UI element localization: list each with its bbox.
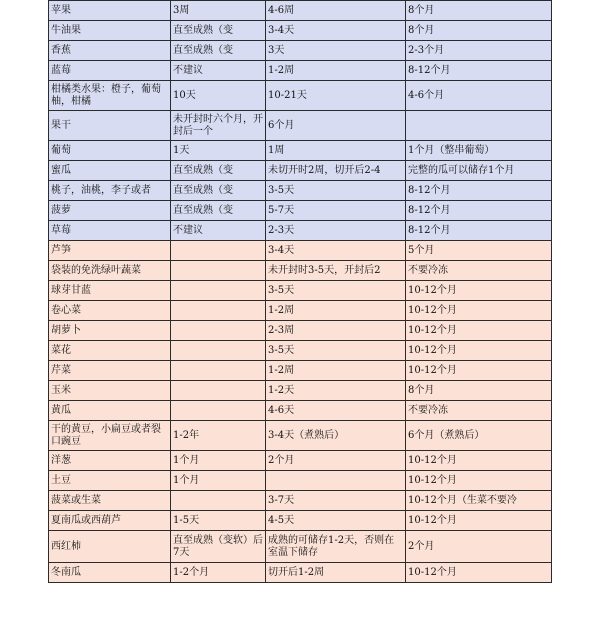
fridge-time-cell (266, 471, 406, 491)
food-item-cell: 苹果 (49, 1, 171, 21)
food-item-cell: 卷心菜 (49, 301, 171, 321)
pantry-time-cell (171, 281, 266, 301)
pantry-time-cell: 不建议 (171, 221, 266, 241)
pantry-time-cell: 直至成熟（变 (171, 21, 266, 41)
pantry-time-cell: 10天 (171, 81, 266, 111)
table-row (49, 181, 552, 201)
table-row (49, 241, 552, 261)
fridge-time-cell: 4-5天 (266, 511, 406, 531)
table-row (49, 471, 552, 491)
table-row (49, 21, 552, 41)
fridge-time-cell: 未开封时3-5天，开封后2 (266, 261, 406, 281)
table-row (49, 321, 552, 341)
pantry-time-cell (171, 261, 266, 281)
table-row (49, 81, 552, 111)
pantry-time-cell (171, 361, 266, 381)
food-item-cell: 土豆 (49, 471, 171, 491)
fridge-time-cell: 3-5天 (266, 181, 406, 201)
food-item-cell: 黄瓜 (49, 401, 171, 421)
fridge-time-cell: 2-3周 (266, 321, 406, 341)
fridge-time-cell: 1周 (266, 141, 406, 161)
table-row (49, 451, 552, 471)
fridge-time-cell: 6个月 (266, 111, 406, 141)
fridge-time-cell: 10-21天 (266, 81, 406, 111)
pantry-time-cell: 直至成熟（变 (171, 41, 266, 61)
pantry-time-cell: 直至成熟（变软）后7天 (171, 531, 266, 563)
pantry-time-cell: 直至成熟（变 (171, 201, 266, 221)
pantry-time-cell: 1个月 (171, 451, 266, 471)
pantry-time-cell: 直至成熟（变 (171, 161, 266, 181)
food-item-cell: 冬南瓜 (49, 563, 171, 583)
freezer-time-cell: 10-12个月 (406, 563, 552, 583)
table-row (49, 563, 552, 583)
page-bottom-margin (0, 609, 600, 633)
food-item-cell: 洋葱 (49, 451, 171, 471)
food-item-cell: 球芽甘蓝 (49, 281, 171, 301)
fridge-time-cell: 未切开时2周，切开后2-4 (266, 161, 406, 181)
table-row (49, 1, 552, 21)
food-item-cell: 菜花 (49, 341, 171, 361)
freezer-time-cell: 8-12个月 (406, 201, 552, 221)
storage-table-body (49, 1, 552, 583)
freezer-time-cell: 6个月（煮熟后） (406, 421, 552, 451)
freezer-time-cell: 8个月 (406, 1, 552, 21)
food-item-cell: 菠萝 (49, 201, 171, 221)
pantry-time-cell: 1-2年 (171, 421, 266, 451)
fridge-time-cell: 3-4天 (266, 241, 406, 261)
pantry-time-cell: 1个月 (171, 471, 266, 491)
pantry-time-cell (171, 241, 266, 261)
food-item-cell: 菠菜或生菜 (49, 491, 171, 511)
freezer-time-cell: 8个月 (406, 21, 552, 41)
food-item-cell: 西红柿 (49, 531, 171, 563)
pantry-time-cell (171, 401, 266, 421)
table-row (49, 361, 552, 381)
fridge-time-cell: 3-5天 (266, 281, 406, 301)
food-item-cell: 蓝莓 (49, 61, 171, 81)
pantry-time-cell: 3周 (171, 1, 266, 21)
table-row (49, 531, 552, 563)
table-row (49, 141, 552, 161)
pantry-time-cell: 未开封时六个月，开封后一个 (171, 111, 266, 141)
fridge-time-cell: 3-4天 (266, 21, 406, 41)
fridge-time-cell: 5-7天 (266, 201, 406, 221)
storage-table (48, 0, 552, 583)
fridge-time-cell: 4-6天 (266, 401, 406, 421)
freezer-time-cell: 4-6个月 (406, 81, 552, 111)
freezer-time-cell: 5个月 (406, 241, 552, 261)
table-row (49, 261, 552, 281)
table-row (49, 111, 552, 141)
fridge-time-cell: 2-3天 (266, 221, 406, 241)
table-row (49, 381, 552, 401)
freezer-time-cell: 1个月（整串葡萄） (406, 141, 552, 161)
fridge-time-cell: 3-7天 (266, 491, 406, 511)
fridge-time-cell: 3-4天（煮熟后） (266, 421, 406, 451)
pantry-time-cell (171, 321, 266, 341)
food-item-cell: 玉米 (49, 381, 171, 401)
freezer-time-cell: 10-12个月（生菜不要冷 (406, 491, 552, 511)
food-item-cell: 柑橘类水果：橙子，葡萄柚，柑橘 (49, 81, 171, 111)
food-item-cell: 香蕉 (49, 41, 171, 61)
fridge-time-cell: 1-2天 (266, 381, 406, 401)
pantry-time-cell (171, 381, 266, 401)
table-row (49, 401, 552, 421)
freezer-time-cell: 8-12个月 (406, 61, 552, 81)
pantry-time-cell: 不建议 (171, 61, 266, 81)
table-row (49, 341, 552, 361)
food-item-cell: 夏南瓜或西葫芦 (49, 511, 171, 531)
food-item-cell: 蜜瓜 (49, 161, 171, 181)
fridge-time-cell: 1-2周 (266, 361, 406, 381)
fridge-time-cell: 1-2周 (266, 301, 406, 321)
freezer-time-cell: 不要冷冻 (406, 401, 552, 421)
table-row (49, 221, 552, 241)
freezer-time-cell: 完整的瓜可以储存1个月 (406, 161, 552, 181)
table-row (49, 41, 552, 61)
freezer-time-cell: 10-12个月 (406, 321, 552, 341)
freezer-time-cell: 10-12个月 (406, 361, 552, 381)
freezer-time-cell: 10-12个月 (406, 281, 552, 301)
freezer-time-cell: 不要冷冻 (406, 261, 552, 281)
freezer-time-cell: 8-12个月 (406, 221, 552, 241)
pantry-time-cell: 1-2个月 (171, 563, 266, 583)
freezer-time-cell: 10-12个月 (406, 341, 552, 361)
table-row (49, 421, 552, 451)
pantry-time-cell (171, 491, 266, 511)
freezer-time-cell: 10-12个月 (406, 451, 552, 471)
food-item-cell: 葡萄 (49, 141, 171, 161)
table-row (49, 301, 552, 321)
pantry-time-cell (171, 341, 266, 361)
table-row (49, 491, 552, 511)
fridge-time-cell: 4-6周 (266, 1, 406, 21)
food-item-cell: 芦笋 (49, 241, 171, 261)
fridge-time-cell: 成熟的可储存1-2天，否则在室温下储存 (266, 531, 406, 563)
pantry-time-cell: 直至成熟（变 (171, 181, 266, 201)
storage-table-sheet (48, 0, 551, 583)
freezer-time-cell: 8个月 (406, 381, 552, 401)
freezer-time-cell (406, 111, 552, 141)
fridge-time-cell: 3-5天 (266, 341, 406, 361)
food-item-cell: 果干 (49, 111, 171, 141)
fridge-time-cell: 2个月 (266, 451, 406, 471)
table-row (49, 511, 552, 531)
freezer-time-cell: 2个月 (406, 531, 552, 563)
freezer-time-cell: 10-12个月 (406, 301, 552, 321)
freezer-time-cell: 10-12个月 (406, 511, 552, 531)
food-item-cell: 干的黄豆，小扁豆或者裂口豌豆 (49, 421, 171, 451)
pantry-time-cell (171, 301, 266, 321)
food-item-cell: 桃子，油桃，李子或者 (49, 181, 171, 201)
food-item-cell: 胡萝卜 (49, 321, 171, 341)
fridge-time-cell: 3天 (266, 41, 406, 61)
fridge-time-cell: 切开后1-2周 (266, 563, 406, 583)
food-item-cell: 牛油果 (49, 21, 171, 41)
freezer-time-cell: 2-3个月 (406, 41, 552, 61)
table-row (49, 201, 552, 221)
table-row (49, 281, 552, 301)
freezer-time-cell: 10-12个月 (406, 471, 552, 491)
fridge-time-cell: 1-2周 (266, 61, 406, 81)
food-item-cell: 袋装的免洗绿叶蔬菜 (49, 261, 171, 281)
pantry-time-cell: 1-5天 (171, 511, 266, 531)
pantry-time-cell: 1天 (171, 141, 266, 161)
food-item-cell: 草莓 (49, 221, 171, 241)
food-item-cell: 芹菜 (49, 361, 171, 381)
table-row (49, 161, 552, 181)
freezer-time-cell: 8-12个月 (406, 181, 552, 201)
table-row (49, 61, 552, 81)
